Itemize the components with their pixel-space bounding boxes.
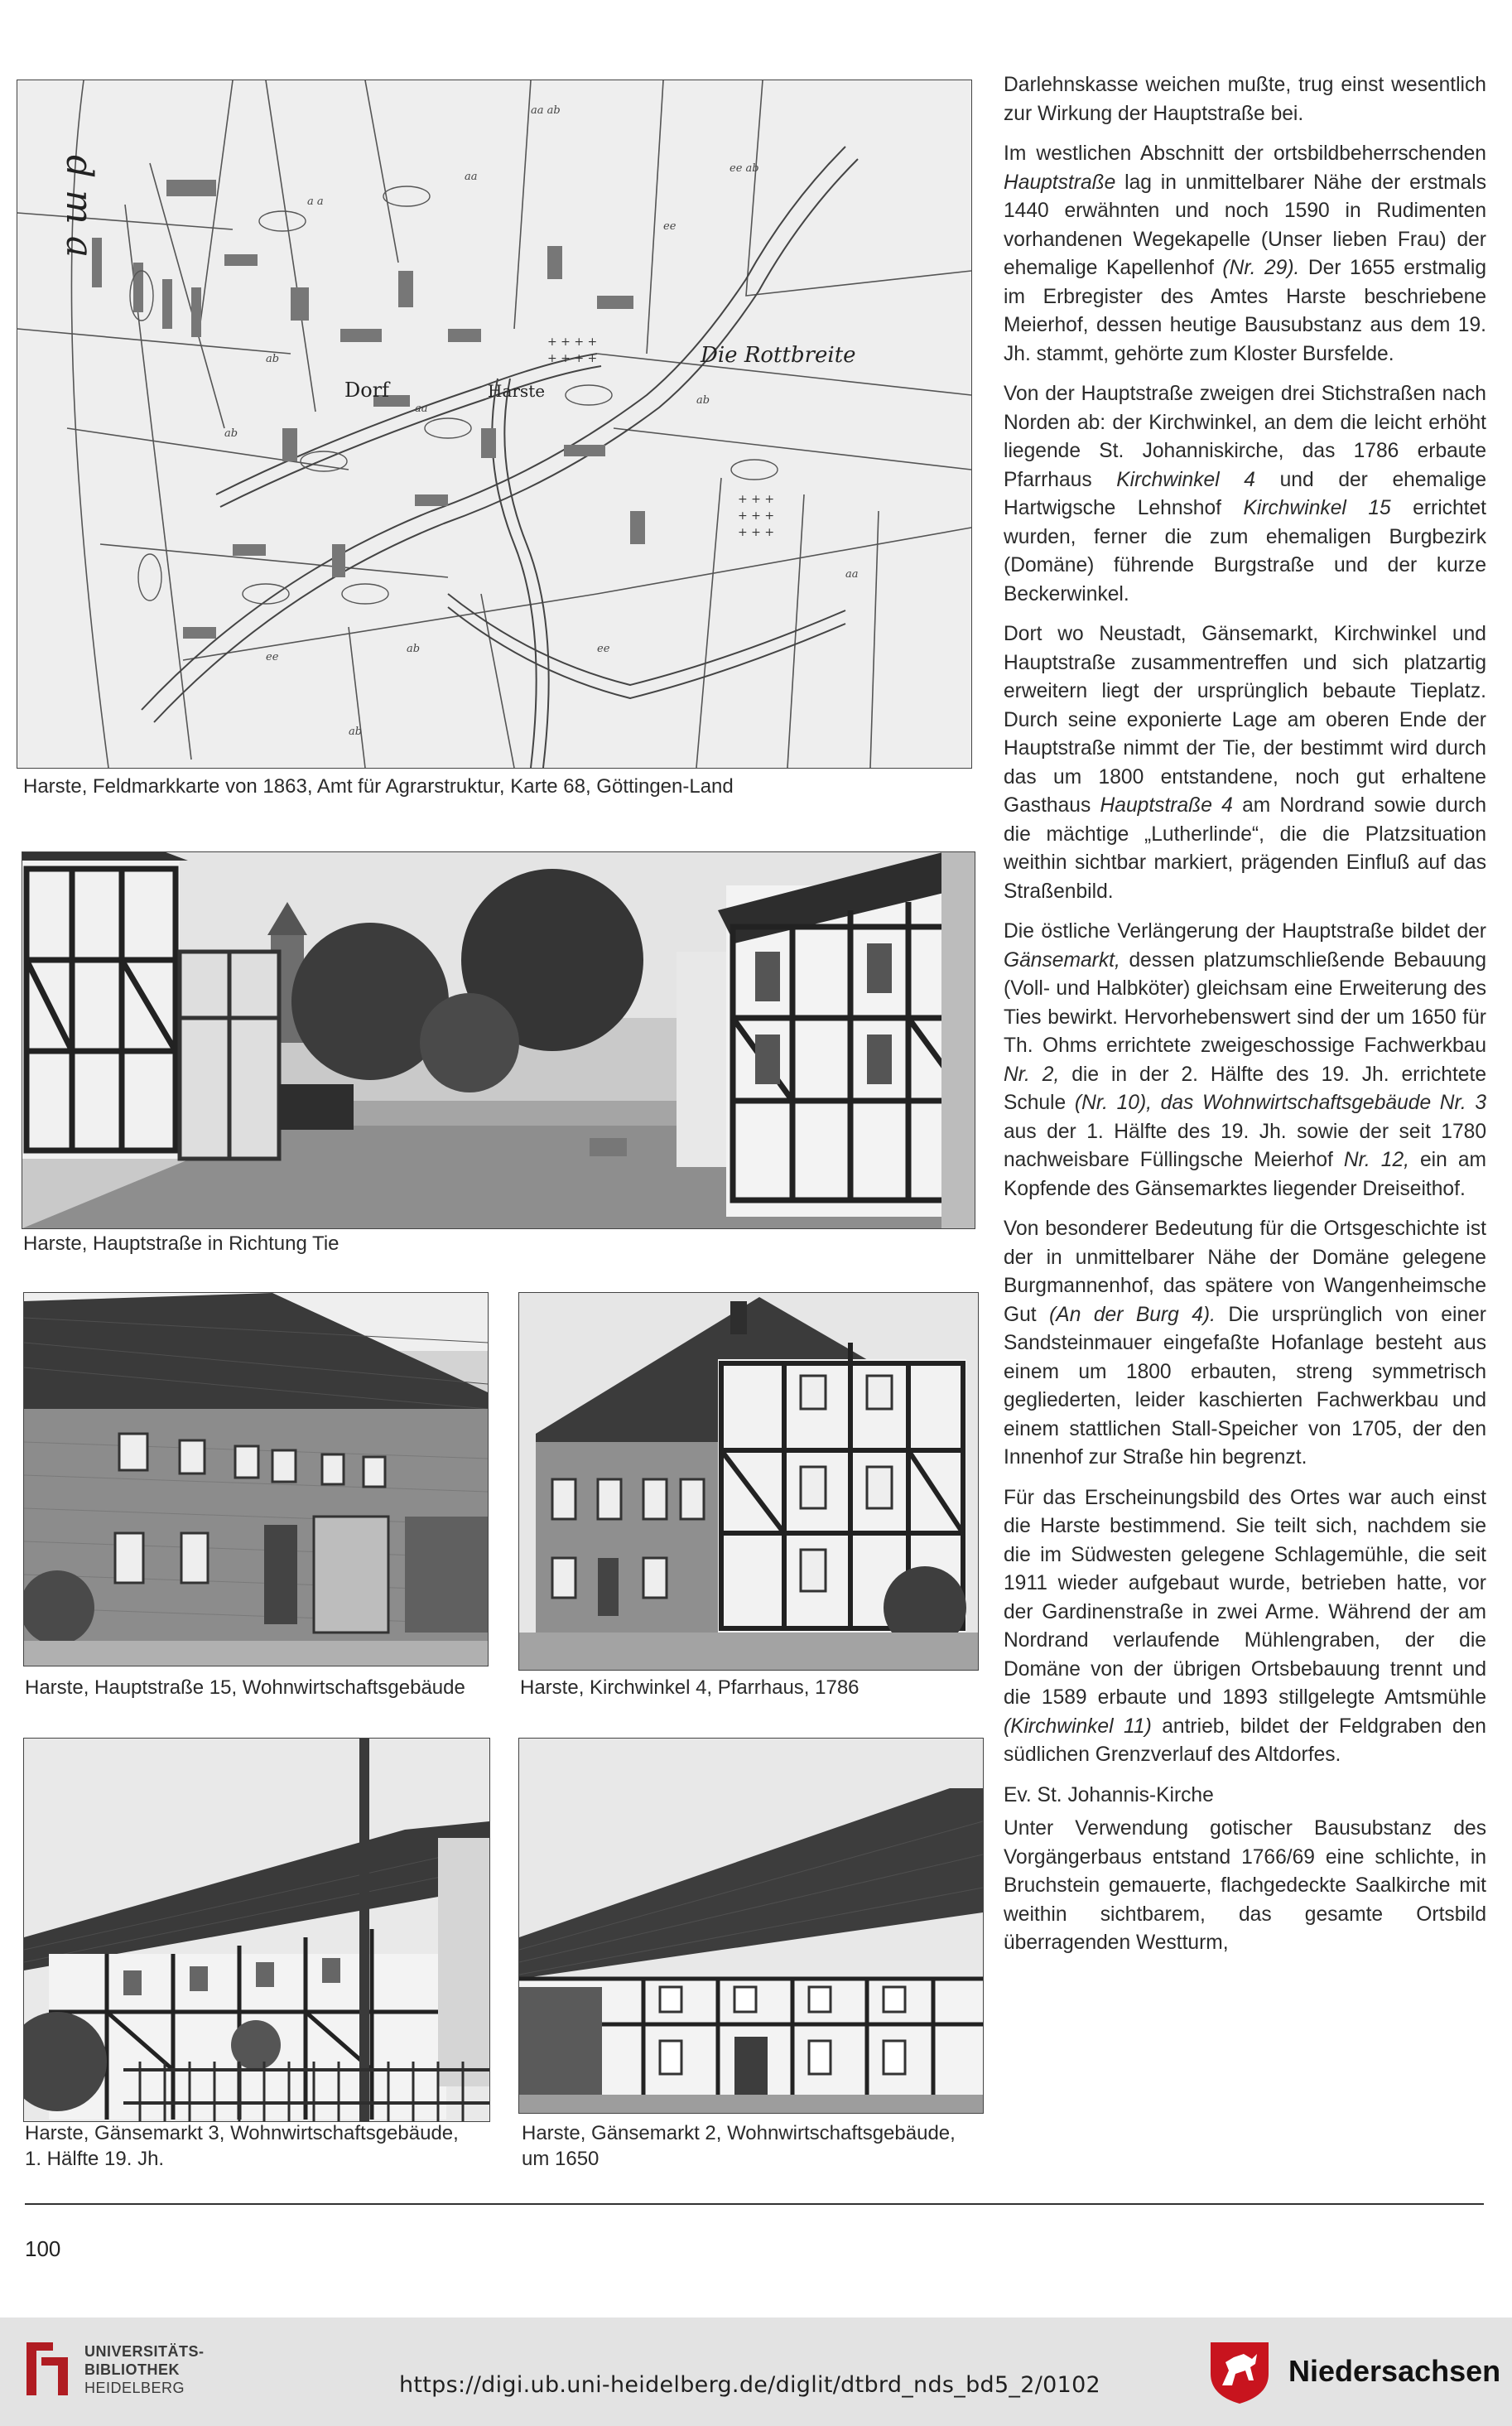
page-number: 100 xyxy=(25,2236,61,2261)
svg-text:ee: ee xyxy=(266,651,279,663)
caption-gaensemarkt-3 xyxy=(25,2120,459,2172)
map-image xyxy=(17,80,972,769)
paragraph: Von besonderer Bedeutung für die Ortsgeschichte ist der in unmittelbarer Nähe der Domäne gelegene Burgmannenhof, das spätere von Wangenheimsche Gut (An der Burg 4). Die ursprünglich von einer Sandsteinmauer eingefaßte Hofanlage besteht aus einem um 1800 erbauten, streng symmetrisch gegliederten, leider kaschierten Fachwerkbau und einem stattlichen Stall-Speicher von 1705, der den Innenhof zur Straße hin begrenzt. xyxy=(1004,1218,1486,1469)
svg-text:aa: aa xyxy=(845,568,859,581)
map-label-dorf: Dorf xyxy=(344,379,390,402)
svg-text:aa: aa xyxy=(415,403,428,415)
niedersachsen-wordmark: Niedersachsen xyxy=(1288,2354,1501,2388)
paragraph: Darlehnskasse weichen mußte, trug einst wesentlich zur Wirkung der Hauptstraße bei. xyxy=(1004,74,1486,125)
caption-gaensemarkt-2-line1: Harste, Gänsemarkt 2, Wohnwirtschaftsgebäude, xyxy=(522,2122,956,2144)
library-emblem-icon xyxy=(20,2336,78,2402)
caption-gaensemarkt-3-line1: Harste, Gänsemarkt 3, Wohnwirtschaftsgebäude, xyxy=(25,2122,459,2144)
svg-text:aa ab: aa ab xyxy=(531,104,561,117)
map-label-rottbreite: Die Rottbreite xyxy=(701,343,856,368)
section-heading: Ev. St. Johannis-Kirche xyxy=(1004,1783,1214,1806)
paragraph: Unter Verwendung gotischer Bausubstanz des Vorgängerbaus entstand 1766/69 eine schlichte, in Bruchstein gemauerte, flachgedeckte Saalkirche mit weithin sichtbarem, das gesamte Ortsbild überragenden Westturm, xyxy=(1004,1817,1486,1954)
body-text-column xyxy=(1004,71,1486,1970)
map-label-margin: d m a xyxy=(58,155,100,258)
svg-text:ab: ab xyxy=(224,427,238,440)
caption-hauptstrasse: Harste, Hauptstraße in Richtung Tie xyxy=(23,1232,339,1255)
library-name: UNIVERSITÄTS- BIBLIOTHEK HEIDELBERG xyxy=(84,2343,205,2396)
photo-kirchwinkel-4 xyxy=(518,1292,979,1671)
map-label-harste: Harste xyxy=(488,381,546,401)
svg-text:ab: ab xyxy=(266,353,280,365)
svg-text:+ + +: + + + xyxy=(738,493,775,506)
svg-text:ee: ee xyxy=(597,643,610,655)
paragraph: Die östliche Verlängerung der Hauptstraße bildet der Gänsemarkt, dessen platzumschließende Bebauung (Voll- und Halbköter) gleichsam eine Erweiterung des Ties bewirkt. Hervorhebenswert sind der um 1650 für Th. Ohms errichtete zweigeschossige Fachwerkbau Nr. 2, die in der 2. Hälfte des 19. Jh. errichtete Schule (Nr. 10), das Wohnwirtschaftsgebäude Nr. 3 aus der 1. Hälfte des 19. Jh. sowie der seit 1780 nachweisbare Füllingsche Meierhof Nr. 12, ein am Kopfende des Gänsemarktes liegender Dreiseithof. xyxy=(1004,920,1486,1200)
svg-text:+ + +: + + + xyxy=(738,526,775,539)
svg-text:+ + + +: + + + + xyxy=(547,352,598,365)
photo-hauptstrasse-15 xyxy=(23,1292,489,1666)
svg-text:ab: ab xyxy=(696,394,710,407)
paragraph: Für das Erscheinungsbild des Ortes war auch einst die Harste bestimmend. Sie teilt sich, nachdem sie die im Südwesten gelegene Schlagemühle, die seit 1911 wieder aufgebaut wurde, betrieben hatte, vor der Gardinenstraße in zwei Arme. Während der am Nordrand verlaufende Mühlengraben, der die Domäne von der übrigen Ortsbebauung trennt und die 1589 erbaute und 1893 stillgelegte Amtsmühle (Kirchwinkel 11) antrieb, bildet der Feldgraben den südlichen Grenzverlauf des Altdorfes. xyxy=(1004,1486,1486,1766)
svg-text:+ + + +: + + + + xyxy=(547,335,598,349)
paragraph: Von der Hauptstraße zweigen drei Stichstraßen nach Norden ab: der Kirchwinkel, an dem die leicht erhöht liegende St. Johanniskirche, das 1786 erbaute Pfarrhaus Kirchwinkel 4 und der ehemalige Hartwigsche Lehnshof Kirchwinkel 15 errichtet wurden, ferner die zum ehemaligen Burgbezirk (Domäne) führende Burgstraße und der kurze Beckerwinkel. xyxy=(1004,383,1486,605)
photo-gaensemarkt-3 xyxy=(23,1738,490,2122)
svg-text:+ + +: + + + xyxy=(738,509,775,523)
svg-text:ee ab: ee ab xyxy=(730,162,759,175)
caption-gaensemarkt-2-line2: um 1650 xyxy=(522,2148,600,2170)
svg-text:a a: a a xyxy=(307,195,324,208)
photo-gaensemarkt-2 xyxy=(518,1738,984,2114)
svg-text:ee: ee xyxy=(663,220,677,233)
niedersachsen-horse-icon xyxy=(1206,2337,1274,2405)
photo-hauptstrasse xyxy=(22,851,975,1229)
paragraph: Dort wo Neustadt, Gänsemarkt, Kirchwinkel und Hauptstraße zusammentreffen und sich platzartig erweitern liegt der ursprünglich bebaute Tieplatz. Durch seine exponierte Lage am oberen Ende der Hauptstraße nimmt der Tie, der bestimmt wird durch das um 1800 entstandene, noch gut erhaltene Gasthaus Hauptstraße 4 am Nordrand sowie durch die mächtige „Lutherlinde“, die die Platzsituation weithin sichtbar markiert, prägenden Einfluß auf das Straßenbild. xyxy=(1004,623,1486,903)
svg-text:ab: ab xyxy=(349,726,363,738)
source-url-link[interactable]: https://digi.ub.uni-heidelberg.de/diglit/dtbrd_nds_bd5_2/0102 xyxy=(399,2372,1101,2398)
footer-rule xyxy=(25,2203,1484,2205)
caption-kirchwinkel-4: Harste, Kirchwinkel 4, Pfarrhaus, 1786 xyxy=(520,1676,860,1699)
viewer-footer xyxy=(0,2317,1512,2426)
caption-gaensemarkt-3-line2: 1. Hälfte 19. Jh. xyxy=(25,2148,165,2170)
caption-map: Harste, Feldmarkkarte von 1863, Amt für Agrarstruktur, Karte 68, Göttingen-Land xyxy=(23,775,734,798)
caption-hauptstrasse-15: Harste, Hauptstraße 15, Wohnwirtschaftsgebäude xyxy=(25,1676,465,1699)
svg-text:ab: ab xyxy=(407,643,421,655)
caption-gaensemarkt-2 xyxy=(522,2120,956,2172)
paragraph: Im westlichen Abschnitt der ortsbildbeherrschenden Hauptstraße lag in unmittelbarer Nähe der erstmals 1440 erwähnten und noch 1590 in Rudimenten vorhandenen Wegekapelle (Unser lieben Frau) der ehemalige Kapellenhof (Nr. 29). Der 1655 erstmalig im Erbregister des Amtes Harste beschriebene Meierhof, dessen heutige Bausubstanz aus dem 19. Jh. stammt, gehörte zum Kloster Bursfelde. xyxy=(1004,142,1487,365)
svg-text:aa: aa xyxy=(465,171,478,183)
